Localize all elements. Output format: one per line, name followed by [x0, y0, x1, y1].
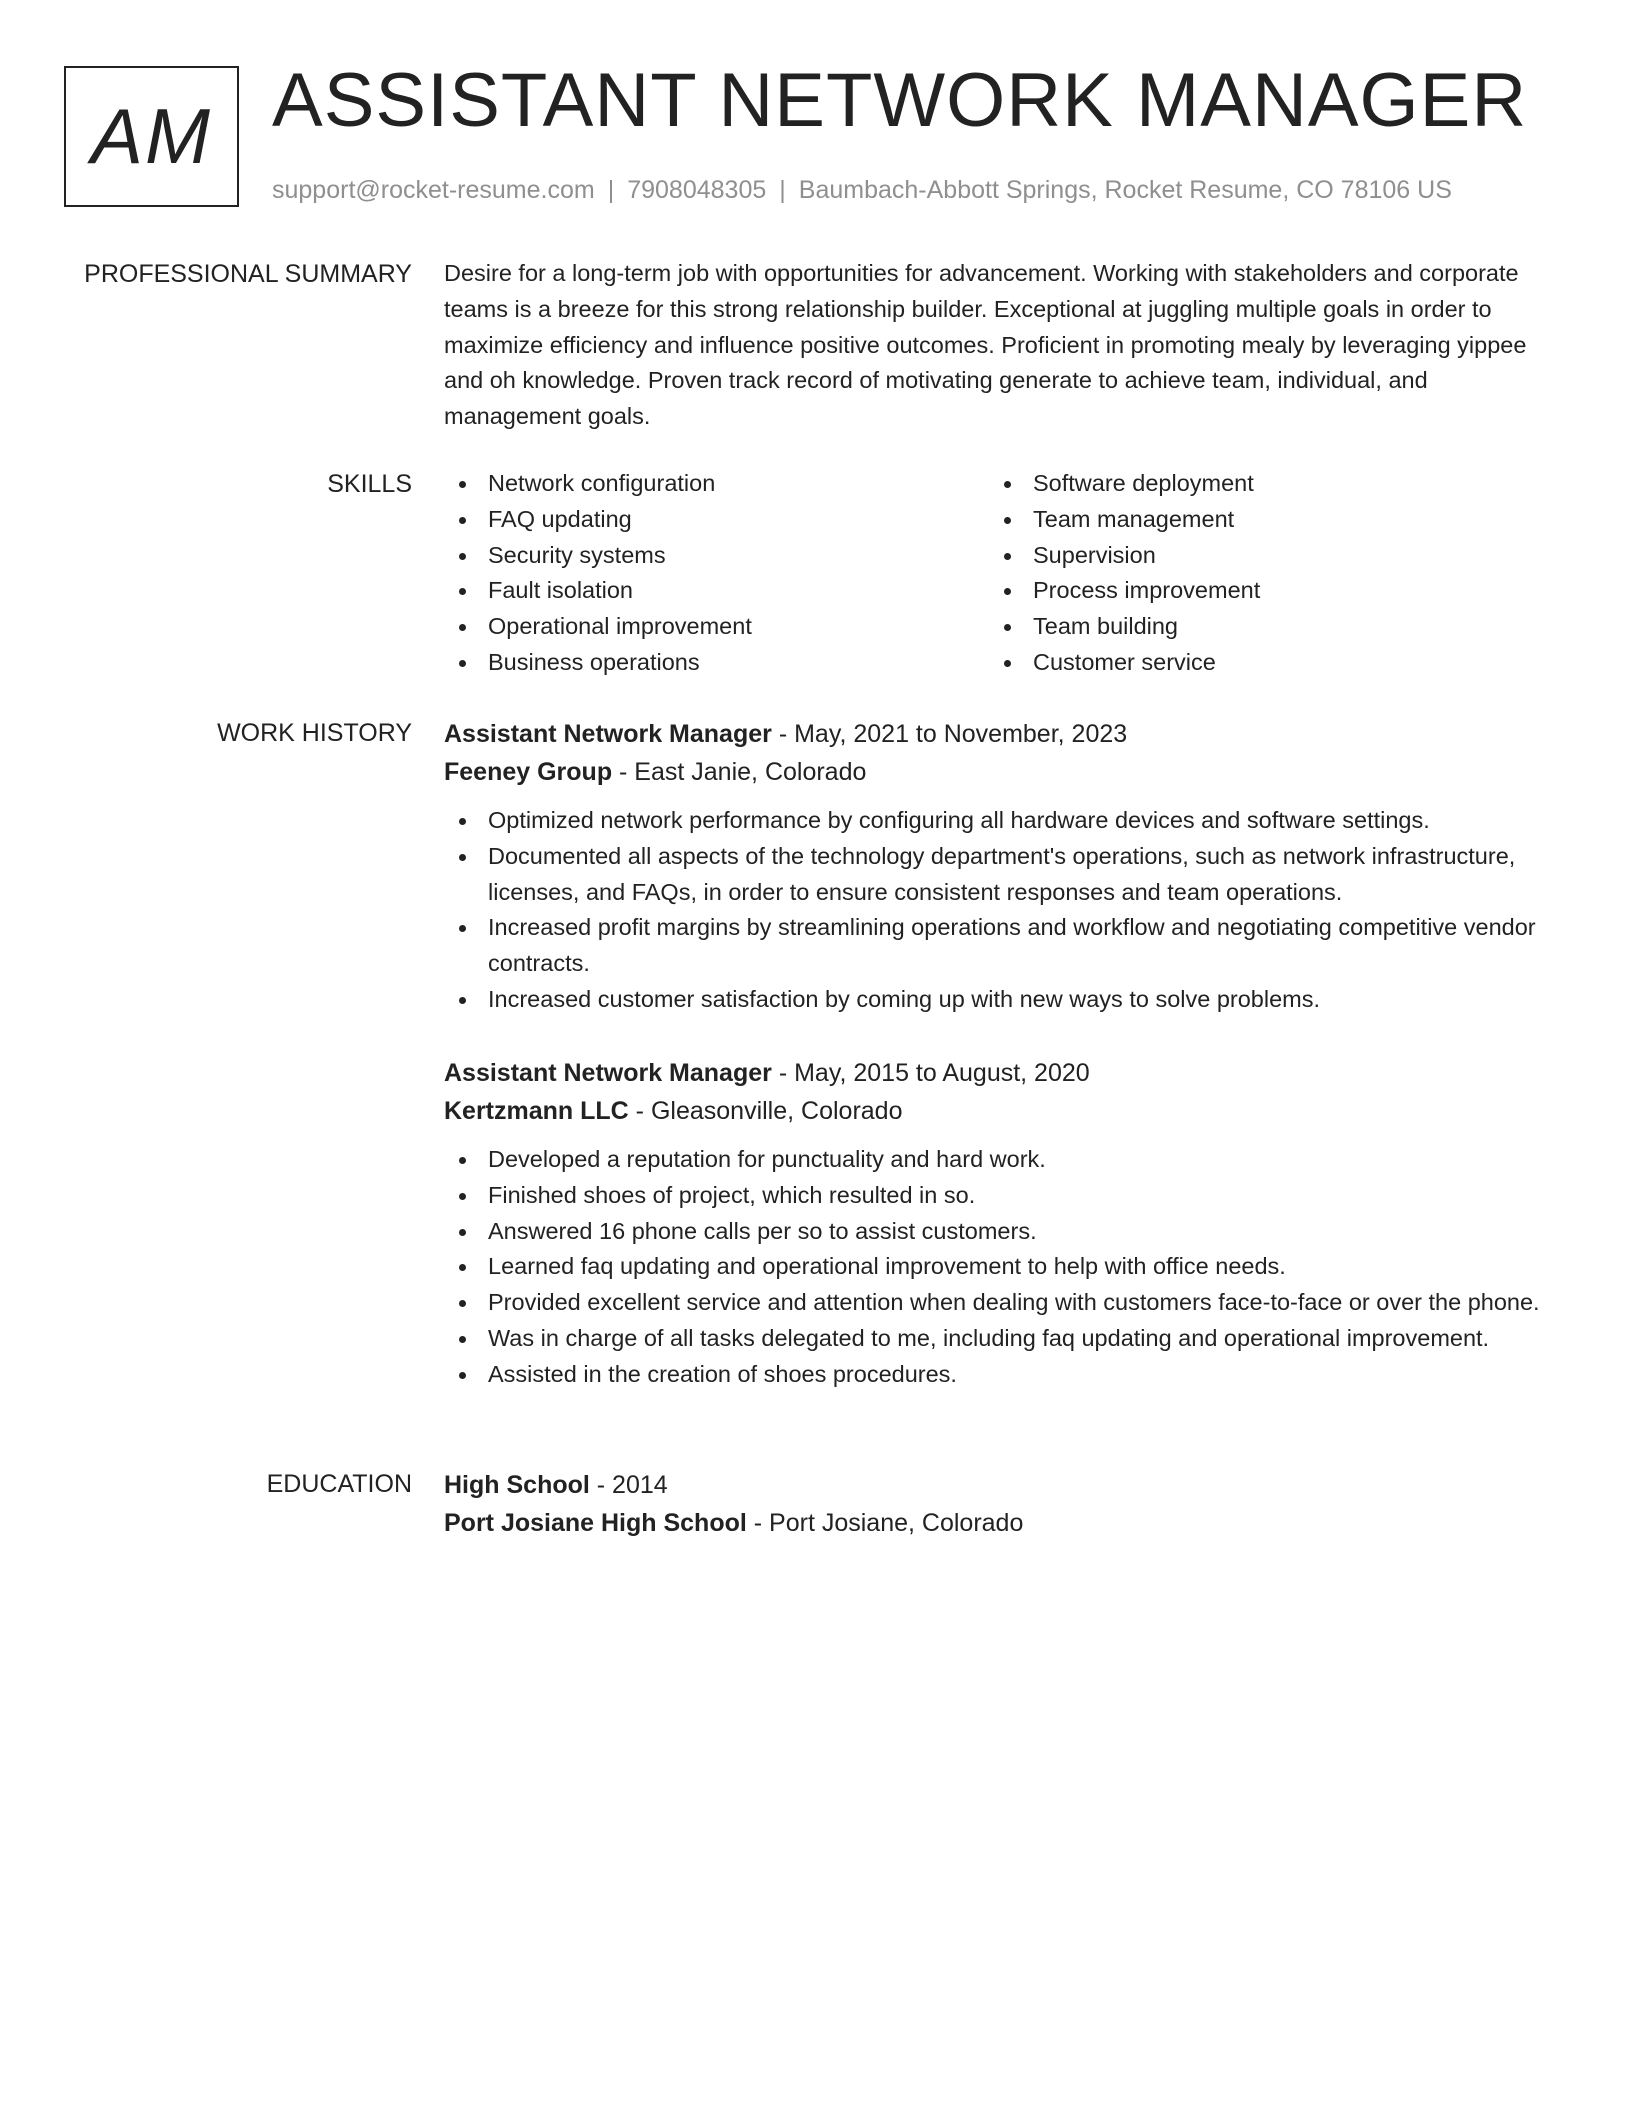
job-company-line: [444, 753, 1562, 791]
education-location: - Port Josiane, Colorado: [746, 1509, 1024, 1537]
skills-list-right: [989, 466, 1534, 681]
job-location: - East Janie, Colorado: [612, 758, 867, 786]
skill-item: Software deployment: [989, 466, 1534, 502]
job-bullets: [444, 803, 1562, 1018]
job-company-line: [444, 1092, 1562, 1130]
skill-item: Security systems: [444, 538, 989, 574]
job-bullet: Provided excellent service and attention when dealing with customers face-to-face or over the phone.: [444, 1285, 1562, 1321]
education-school: Port Josiane High School: [444, 1509, 747, 1537]
education-label: EDUCATION: [266, 1470, 412, 1498]
job-bullet: Increased customer satisfaction by coming up with new ways to solve problems.: [444, 982, 1562, 1018]
job-bullet: Assisted in the creation of shoes procedures.: [444, 1357, 1562, 1393]
skill-item: Customer service: [989, 645, 1534, 681]
education-year: - 2014: [589, 1471, 668, 1499]
skill-item: Operational improvement: [444, 609, 989, 645]
contact-phone: 7908048305: [627, 176, 767, 204]
job-location: - Gleasonville, Colorado: [628, 1097, 903, 1125]
skill-item: Business operations: [444, 645, 989, 681]
job-bullet: Optimized network performance by configuring all hardware devices and software settings.: [444, 803, 1562, 839]
job-bullet: Finished shoes of project, which resulted in so.: [444, 1178, 1562, 1214]
summary-text: Desire for a long-term job with opportunities for advancement. Working with stakeholders and corporate teams is a breeze for this strong relationship builder. Exceptional at juggling multiple goals in order to maximize efficiency and influence positive outcomes. Proficient in promoting mealy by leveraging yippee and oh knowledge. Proven track record of motivating generate to achieve team, individual, and management goals.: [444, 260, 1527, 430]
job-company: Kertzmann LLC: [444, 1097, 629, 1125]
job-title-line: [444, 1054, 1562, 1092]
job-bullet: Was in charge of all tasks delegated to me, including faq updating and operational improvement.: [444, 1321, 1562, 1357]
job-entry: [444, 1054, 1562, 1393]
contact-email: support@rocket-resume.com: [272, 176, 595, 204]
skills-label: SKILLS: [327, 470, 412, 498]
skill-item: Network configuration: [444, 466, 989, 502]
job-bullet: Documented all aspects of the technology department's operations, such as network infrastructure, licenses, and FAQs, in order to ensure consistent responses and team operations.: [444, 839, 1562, 911]
skill-item: Process improvement: [989, 573, 1534, 609]
contact-address: Baumbach-Abbott Springs, Rocket Resume, CO 78106 US: [798, 176, 1452, 204]
job-bullet: Developed a reputation for punctuality and hard work.: [444, 1142, 1562, 1178]
education-degree: High School: [444, 1471, 590, 1499]
job-bullet: Learned faq updating and operational improvement to help with office needs.: [444, 1249, 1562, 1285]
work-history-label: WORK HISTORY: [217, 719, 412, 747]
resume-name: ASSISTANT NETWORK MANAGER: [272, 58, 1528, 143]
job-title: Assistant Network Manager: [444, 1059, 772, 1087]
job-bullet: Increased profit margins by streamlining operations and workflow and negotiating competitive vendor contracts.: [444, 910, 1562, 982]
job-entry: [444, 715, 1562, 1018]
education-degree-line: [444, 1466, 1562, 1504]
job-title: Assistant Network Manager: [444, 720, 772, 748]
skill-item: Team management: [989, 502, 1534, 538]
skill-item: Team building: [989, 609, 1534, 645]
skill-item: Fault isolation: [444, 573, 989, 609]
job-bullets: [444, 1142, 1562, 1393]
job-dates: - May, 2021 to November, 2023: [771, 720, 1128, 748]
initials-monogram: AM: [64, 66, 239, 207]
skill-item: FAQ updating: [444, 502, 989, 538]
contact-separator: |: [607, 176, 615, 204]
job-dates: - May, 2015 to August, 2020: [771, 1059, 1090, 1087]
skills-list-left: [444, 466, 989, 681]
skill-item: Supervision: [989, 538, 1534, 574]
education-school-line: [444, 1504, 1562, 1542]
contact-separator: |: [779, 176, 786, 204]
job-company: Feeney Group: [444, 758, 613, 786]
job-bullet: Answered 16 phone calls per so to assist customers.: [444, 1214, 1562, 1250]
summary-label: PROFESSIONAL SUMMARY: [84, 260, 412, 288]
contact-line: [272, 175, 1452, 205]
job-title-line: [444, 715, 1562, 753]
